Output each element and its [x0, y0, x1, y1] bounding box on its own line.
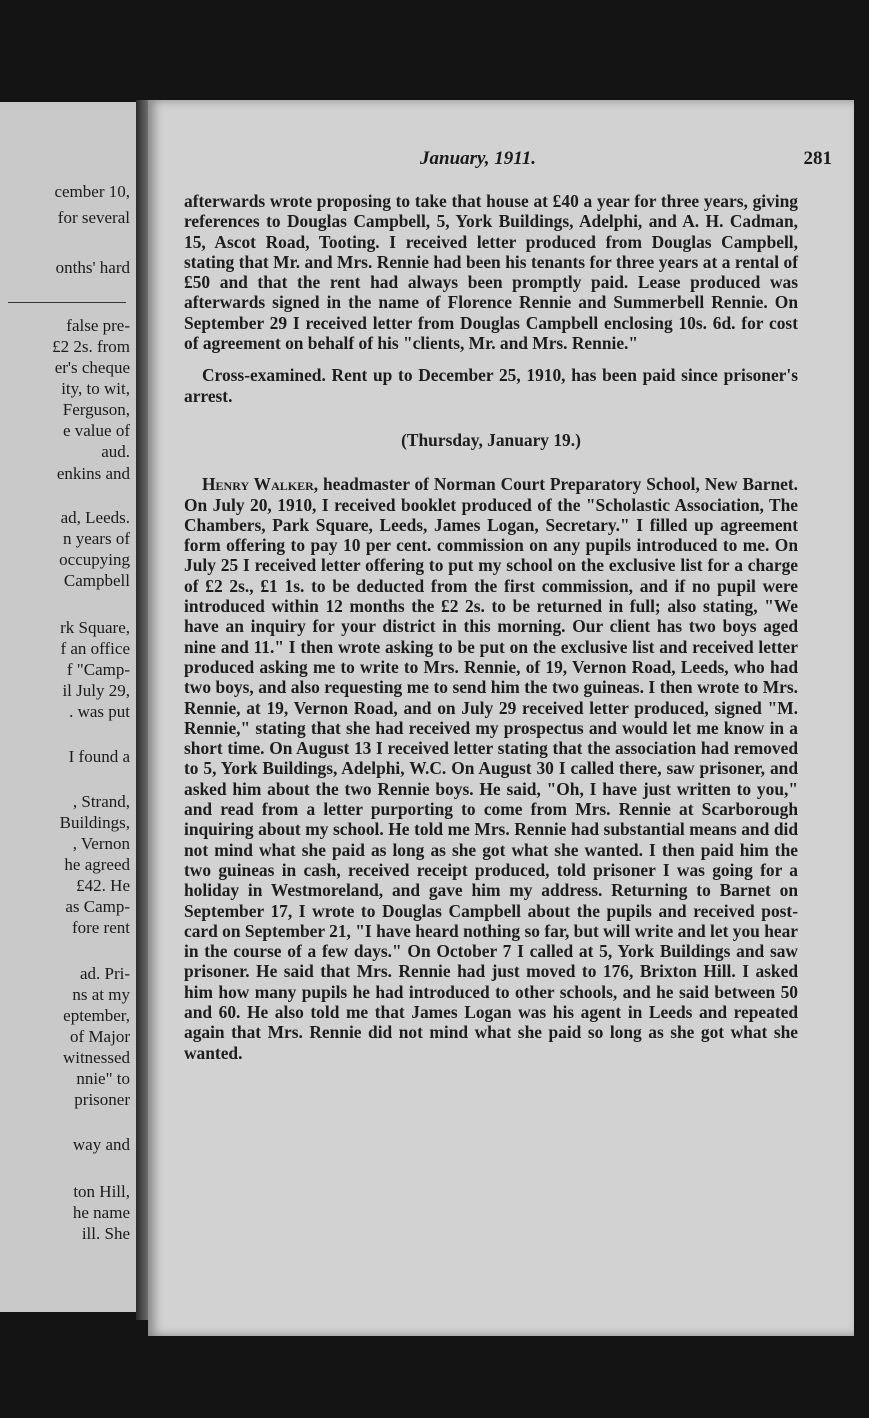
previous-page-line: he name: [72, 1203, 130, 1222]
previous-page-line: Campbell: [63, 571, 130, 590]
previous-page-line: ad. Pri-: [79, 964, 130, 983]
witness-name: Henry Walker: [202, 474, 314, 495]
previous-page-line: n years of: [62, 529, 130, 548]
previous-page-fragment: [0, 102, 138, 1312]
previous-page-line: enkins and: [56, 464, 130, 483]
previous-page-line: f an office: [60, 639, 130, 658]
previous-page-line: cember 10,: [54, 182, 130, 201]
previous-page-line: he agreed: [64, 855, 130, 874]
previous-page-line: er's cheque: [54, 358, 130, 377]
previous-page-line: Buildings,: [59, 813, 130, 832]
previous-page-line: £2 2s. from: [52, 337, 130, 356]
witness-testimony-text: , headmaster of Norman Court Preparatory School, New Barnet. On July 20, 1910, I received booklet produced of the "Scholastic Association, The Chambers, Park Square, Leeds, James Logan, Secretary." I filled up agreement form offering to pay 10 per cent. commission on any pupils introduced to me. On July 25 I received letter offering to put my school on the exclusive list for a charge of £2 2s., £1 1s. to be deducted from the first commission, and if no pupil were introduced within 12 months the £2 2s. to be returned in full; also stating, "We have an inquiry for your district in this morning. Our client has two boys aged nine and 11." I then wrote asking to be put on the exclusive list and received letter produced asking me to write to Mrs. Rennie, of 19, Vernon Road, Leeds, who had two boys, and also requesting me to send him the two guineas. I then wrote to Mrs. Rennie, at 19, Vernon Road, and on July 29 received letter produced, signed "M. Rennie," stating that she had received my prospectus and would let me know in a short time. On August 13 I received letter stating that the association had removed to 5, York Buildings, Adelphi, W.C. On August 30 I called there, saw prisoner, and asked him about the two Rennie boys. He said, "Oh, I have just written to you," and read from a letter purporting to come from Mrs. Rennie at Scarborough inquiring about my school. He told me Mrs. Rennie had substantial means and did not mind what she paid as long as she got what she wanted. I then paid him the two guineas in cash, received receipt produced, told prisoner I was going for a holiday in Westmoreland, and gave him my address. Returning to Barnet on September 17, I wrote to Douglas Campbell about the pupils and received post-card on September 21, "I have heard nothing so far, but will write and let you hear in the course of a few days." On October 7 I called at 5, York Buildings and saw prisoner. He said that Mrs. Rennie had just moved to 176, Brixton Hill. I asked him how many pupils he had introduced to other schools, and he said between 50 and 60. He also told me that James Logan was his agent in Leeds and repeated again that Mrs. Rennie did not mind what she paid so long as she got what she wanted.: [184, 474, 798, 1063]
page-number: 281: [803, 148, 832, 169]
previous-page-line: witnessed: [62, 1048, 130, 1067]
page-body: [184, 191, 798, 1063]
previous-page-line: onths' hard: [55, 258, 130, 277]
previous-page-line: ad, Leeds.: [60, 508, 130, 527]
previous-page-line: ity, to wit,: [61, 379, 130, 398]
previous-page-line: false pre-: [66, 316, 130, 335]
previous-page-line: aud.: [101, 442, 130, 461]
previous-page-line: Ferguson,: [62, 400, 130, 419]
previous-page-line: ns at my: [72, 985, 130, 1004]
previous-page-line: ill. She: [81, 1224, 130, 1243]
previous-page-line: £42. He: [76, 876, 130, 895]
running-head: [420, 148, 832, 172]
previous-page-line: e value of: [62, 421, 130, 440]
book-page: [148, 100, 854, 1336]
previous-page-line: . was put: [69, 702, 130, 721]
previous-page-line: fore rent: [71, 918, 130, 937]
previous-page-line: of Major: [70, 1027, 130, 1046]
previous-page-line: nnie" to: [76, 1069, 130, 1088]
previous-page-line: as Camp-: [65, 897, 130, 916]
previous-page-line: eptember,: [63, 1006, 130, 1025]
previous-page-line: for several: [57, 208, 130, 227]
cross-examination-paragraph: Cross-examined. Rent up to December 25, 1910, has been paid since prisoner's arrest.: [184, 365, 798, 406]
previous-page-line: f "Camp-: [66, 660, 130, 679]
witness-testimony-paragraph: [184, 474, 798, 1063]
previous-page-line: , Strand,: [72, 792, 130, 811]
date-heading: (Thursday, January 19.): [401, 429, 581, 450]
continued-paragraph: afterwards wrote proposing to take that house at £40 a year for three years, giving references to Douglas Campbell, 5, York Buildings, Adelphi, and A. H. Cadman, 15, Ascot Road, Tooting. I received letter produced from Douglas Campbell, stating that Mr. and Mrs. Rennie had been his tenants for three years at a rental of £50 and that the rent had always been promptly paid. Lease produced was afterwards signed in the name of Florence Rennie and Summerbell Rennie. On September 29 I received letter from Douglas Campbell enclosing 10s. 6d. for cost of agreement on behalf of his "clients, Mr. and Mrs. Rennie.": [184, 191, 798, 354]
running-title: January, 1911.: [420, 148, 536, 169]
section-divider: [8, 302, 126, 303]
previous-page-line: I found a: [68, 747, 130, 766]
previous-page-line: ton Hill,: [73, 1182, 130, 1201]
previous-page-line: , Vernon: [72, 834, 130, 853]
previous-page-line: occupying: [59, 550, 130, 569]
previous-page-line: rk Square,: [60, 618, 130, 637]
previous-page-line: il July 29,: [62, 681, 130, 700]
previous-page-line: way and: [72, 1135, 130, 1154]
previous-page-line: prisoner: [74, 1090, 130, 1109]
